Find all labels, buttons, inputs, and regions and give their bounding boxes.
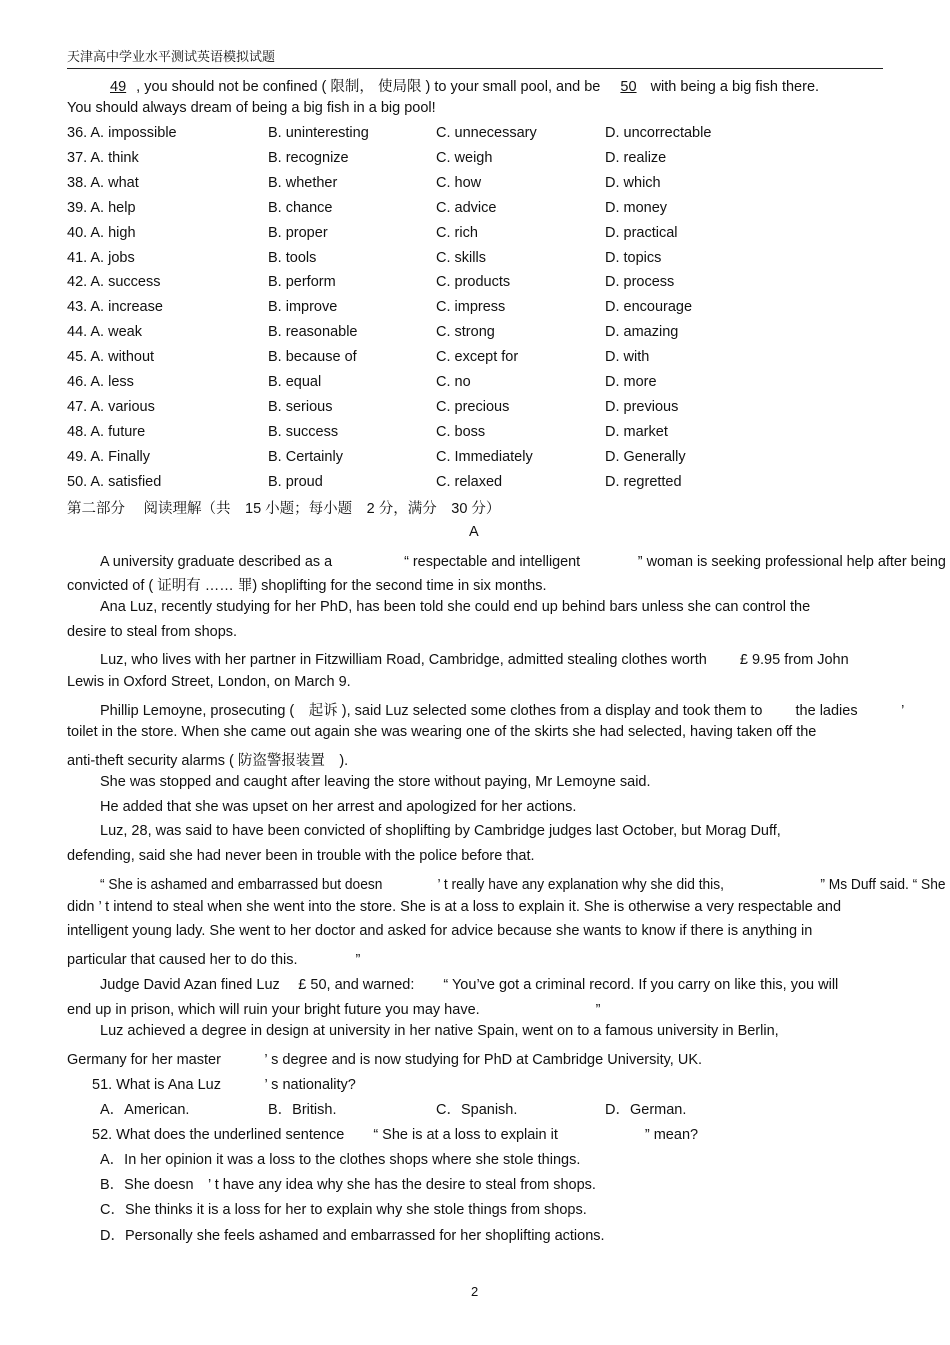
- passage-line: Luz, 28, was said to have been convicted of shoplifting by Cambridge judges last October, but Morag Duff,: [100, 823, 781, 839]
- cloze-option: B. whether: [268, 174, 338, 191]
- cloze-option: D. more: [605, 374, 657, 390]
- cloze-option: D. which: [605, 174, 661, 191]
- cloze-option: C. strong: [436, 324, 495, 341]
- cloze-option: 39. A. help: [67, 199, 136, 216]
- cloze-option: 48. A. future: [67, 423, 146, 440]
- cloze-option: D. amazing: [605, 324, 679, 341]
- cloze-option-row: [67, 399, 887, 419]
- passage-line: “ She is ashamed and embarrassed but doesn ’ t really have any explanation why she did this, ” Ms Duff said. “ She: [100, 877, 946, 893]
- cloze-option: D. realize: [605, 149, 667, 166]
- cloze-option: C. no: [436, 374, 471, 390]
- cloze-option: D. Generally: [605, 448, 686, 465]
- cloze-option-row: [67, 424, 887, 444]
- passage-line: Luz achieved a degree in design at university in her native Spain, went on to a famous university in Berlin,: [100, 1023, 779, 1039]
- question-option: D．Personally she feels ashamed and embarrassed for her shoplifting actions.: [100, 1228, 605, 1244]
- cloze-option-row: [67, 125, 887, 145]
- passage-line: Germany for her master ’ s degree and is now studying for PhD at Cambridge University, UK.: [67, 1052, 703, 1068]
- page-header-title: 天津高中学业水平测试英语模拟试题: [67, 49, 276, 64]
- cloze-option: 40. A. high: [67, 224, 136, 241]
- cloze-option: B. recognize: [268, 149, 349, 166]
- passage-line: toilet in the store. When she came out again she was wearing one of the skirts she had selected, having taken off the: [67, 724, 817, 740]
- cloze-option: D. topics: [605, 249, 662, 266]
- cloze-option: C. Immediately: [436, 448, 533, 465]
- cloze-option: 46. A. less: [67, 374, 134, 390]
- question-option: C．She thinks it is a loss for her to explain why she stole things from shops.: [100, 1202, 587, 1218]
- cloze-option: 49. A. Finally: [67, 448, 151, 465]
- passage-line: didn ’ t intend to steal when she went into the store. She is at a loss to explain it. She is otherwise a very respectable and: [67, 899, 842, 915]
- cloze-option: B. success: [268, 423, 339, 440]
- cloze-option: D. practical: [605, 224, 678, 241]
- cloze-option: 47. A. various: [67, 398, 155, 415]
- passage-line: convicted of ( 证明有 …… 罪) shoplifting for the second time in six months.: [67, 578, 547, 594]
- cloze-option: 37. A. think: [67, 149, 139, 166]
- cloze-option-row: [67, 299, 887, 319]
- page-number: 2: [471, 1284, 479, 1299]
- cloze-option: C. boss: [436, 423, 486, 440]
- cloze-option: D. market: [605, 423, 668, 440]
- cloze-option-row: [67, 449, 887, 469]
- passage-line: end up in prison, which will ruin your bright future you may have. ”: [67, 1002, 601, 1018]
- cloze-option-row: [67, 225, 887, 245]
- section2-title: 第二部分 阅读理解（共 15 小题；每小题 2 分，满分 30 分）: [67, 501, 501, 517]
- cloze-option: B. proud: [268, 473, 323, 490]
- question-51-options: [67, 1098, 887, 1118]
- passage-line: Phillip Lemoyne, prosecuting ( 起诉 ), said Luz selected some clothes from a display and took them to the ladies ’: [100, 703, 905, 719]
- cloze-option-row: [67, 474, 887, 494]
- cloze-option: C. how: [436, 174, 482, 191]
- cloze-option: C. unnecessary: [436, 125, 537, 141]
- cloze-option: B. perform: [268, 274, 336, 291]
- cloze-option: B. Certainly: [268, 448, 343, 465]
- header-rule: [67, 68, 883, 69]
- cloze-option: B. because of: [268, 349, 357, 366]
- cloze-option-row: [67, 374, 887, 394]
- cloze-option: B. reasonable: [268, 324, 358, 341]
- question-option: B．British.: [268, 1102, 337, 1118]
- cloze-option: B. proper: [268, 224, 328, 241]
- cloze-option: 38. A. what: [67, 174, 139, 191]
- cloze-option: D. uncorrectable: [605, 125, 712, 141]
- cloze-option: C. advice: [436, 199, 497, 216]
- question-option: A．In her opinion it was a loss to the clothes shops where she stole things.: [100, 1152, 581, 1168]
- cloze-option-row: [67, 250, 887, 270]
- cloze-option: D. process: [605, 274, 675, 291]
- cloze-option: D. encourage: [605, 299, 693, 316]
- question-option: D．German.: [605, 1102, 687, 1118]
- cloze-option: D. money: [605, 199, 668, 216]
- passage-line: intelligent young lady. She went to her doctor and asked for advice because she wants to know if there is anything in: [67, 923, 813, 939]
- cloze-option-row: [67, 349, 887, 369]
- cloze-option: 44. A. weak: [67, 324, 142, 341]
- passage-line: Luz, who lives with her partner in Fitzwilliam Road, Cambridge, admitted stealing clothes worth £ 9.95 from John: [100, 652, 849, 668]
- blank-49: 49: [110, 79, 127, 95]
- cloze-option-row: [67, 175, 887, 195]
- cloze-option: C. rich: [436, 224, 478, 241]
- cloze-tail-line1: [100, 75, 819, 96]
- cloze-option: C. impress: [436, 299, 506, 316]
- cloze-option: D. regretted: [605, 473, 682, 490]
- cloze-option: C. skills: [436, 249, 486, 266]
- cloze-option: C. weigh: [436, 149, 493, 166]
- cloze-tail-line2: You should always dream of being a big fish in a big pool!: [67, 100, 436, 116]
- passage-line: particular that caused her to do this. ”: [67, 952, 361, 968]
- cloze-option-row: [67, 200, 887, 220]
- cloze-option: B. serious: [268, 398, 333, 415]
- cloze-option: 36. A. impossible: [67, 125, 177, 141]
- passage-line: She was stopped and caught after leaving the store without paying, Mr Lemoyne said.: [100, 774, 651, 790]
- question-option: C．Spanish.: [436, 1102, 518, 1118]
- cloze-option: B. tools: [268, 249, 317, 266]
- passage-line: He added that she was upset on her arrest and apologized for her actions.: [100, 799, 577, 815]
- cloze-option: B. improve: [268, 299, 338, 316]
- cloze-option: D. previous: [605, 398, 679, 415]
- passage-line: Judge David Azan fined Luz £ 50, and warned: “ You’ve got a criminal record. If you carry on like this, you will: [100, 977, 839, 993]
- passage-line: defending, said she had never been in trouble with the police before that.: [67, 848, 535, 864]
- cloze-option: 45. A. without: [67, 349, 155, 366]
- question-52-stem: 52. What does the underlined sentence “ She is at a loss to explain it ” mean?: [92, 1127, 699, 1143]
- cloze-option-row: [67, 324, 887, 344]
- cloze-option: B. chance: [268, 199, 333, 216]
- passage-line: A university graduate described as a “ respectable and intelligent ” woman is seeking professional help after being: [100, 554, 946, 570]
- cloze-seg2: with being a big fish there.: [650, 79, 820, 95]
- cloze-option: C. except for: [436, 349, 519, 366]
- question-51-stem: 51. What is Ana Luz ’ s nationality?: [92, 1077, 356, 1093]
- cloze-option: C. relaxed: [436, 473, 503, 490]
- question-option: B．She doesn ’ t have any idea why she has the desire to steal from shops.: [100, 1177, 596, 1193]
- cloze-option: C. precious: [436, 398, 510, 415]
- cloze-option: 41. A. jobs: [67, 249, 135, 266]
- passage-line: Ana Luz, recently studying for her PhD, has been told she could end up behind bars unless she can control the: [100, 599, 811, 615]
- passage-line: anti-theft security alarms ( 防盗警报装置 ).: [67, 753, 349, 769]
- cloze-option-row: [67, 274, 887, 294]
- cloze-option: B. uninteresting: [268, 125, 369, 141]
- passage-line: Lewis in Oxford Street, London, on March 9.: [67, 674, 351, 690]
- blank-50: 50: [620, 79, 637, 95]
- cloze-option: 42. A. success: [67, 274, 161, 291]
- cloze-seg1: , you should not be confined ( 限制， 使局限 ) to your small pool, and be: [136, 79, 601, 95]
- passage-label: A: [469, 524, 479, 540]
- cloze-option: 50. A. satisfied: [67, 473, 162, 490]
- passage-line: desire to steal from shops.: [67, 624, 238, 640]
- question-option: A．American.: [100, 1102, 190, 1118]
- cloze-option: 43. A. increase: [67, 299, 163, 316]
- cloze-option-row: [67, 150, 887, 170]
- cloze-option: B. equal: [268, 374, 322, 390]
- cloze-option: C. products: [436, 274, 511, 291]
- cloze-option: D. with: [605, 349, 650, 366]
